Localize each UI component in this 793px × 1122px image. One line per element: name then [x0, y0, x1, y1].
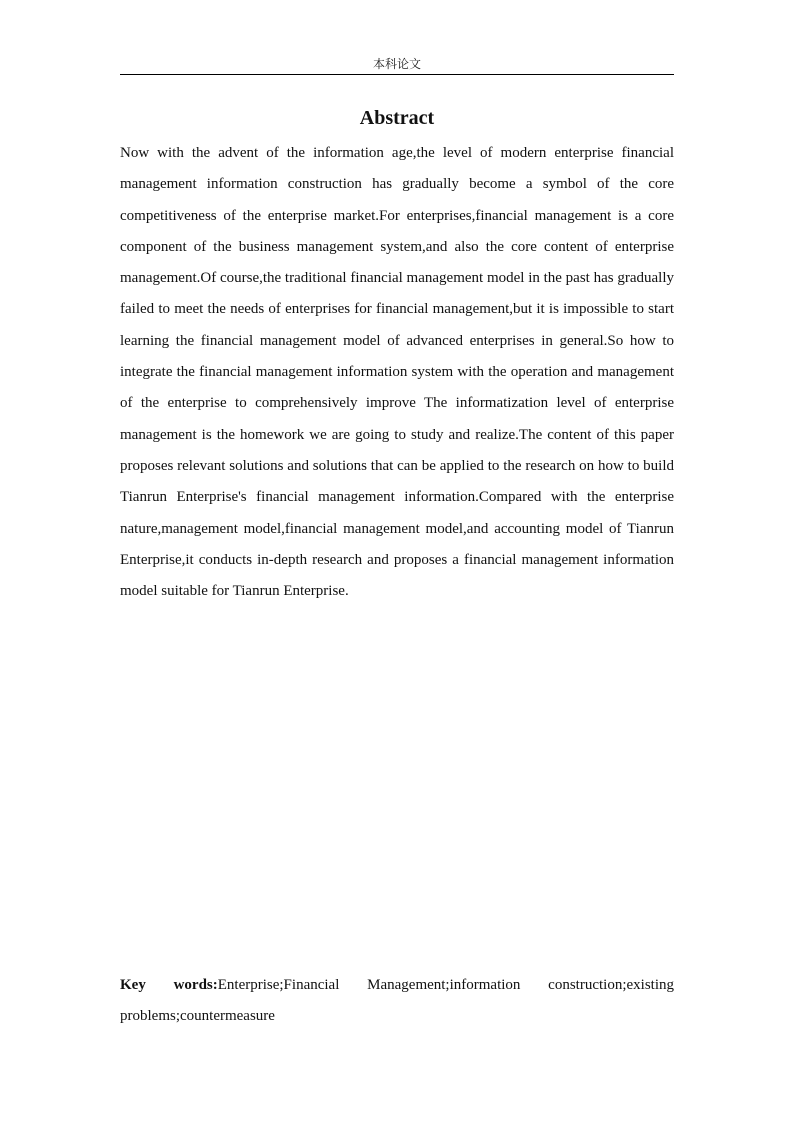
abstract-paragraph: Now with the advent of the information age,the level of modern enterprise financial management information construction has gradually become a symbol of the core competitiveness of the enterprise market.For enterprises,financial management is a core component of the business management system,and also the core content of enterprise management.Of course,the traditional financial management model in the past has gradually failed to meet the needs of enterprises for financial management,but it is impossible to start learning the financial management model of advanced enterprises in general.So how to integrate the financial management information system with the operation and management of the enterprise to comprehensively improve The informatization level of enterprise management is the homework we are going to study and realize.The content of this paper proposes relevant solutions and solutions that can be applied to the research on how to build Tianrun Enterprise's financial management information.Compared with the enterprise nature,management model,financial management model,and accounting model of Tianrun Enterprise,it conducts in-depth research and proposes a financial management information model suitable for Tianrun Enterprise. — [120, 145, 674, 600]
keywords-line — [120, 970, 674, 1033]
header-divider — [120, 74, 674, 75]
running-header: 本科论文 — [372, 57, 421, 71]
keywords-text: Enterprise;Financial Management;information construction;existing problems;countermeasure — [120, 977, 674, 1025]
abstract-heading: Abstract — [359, 107, 435, 129]
keywords-label: Key words: — [120, 977, 218, 993]
